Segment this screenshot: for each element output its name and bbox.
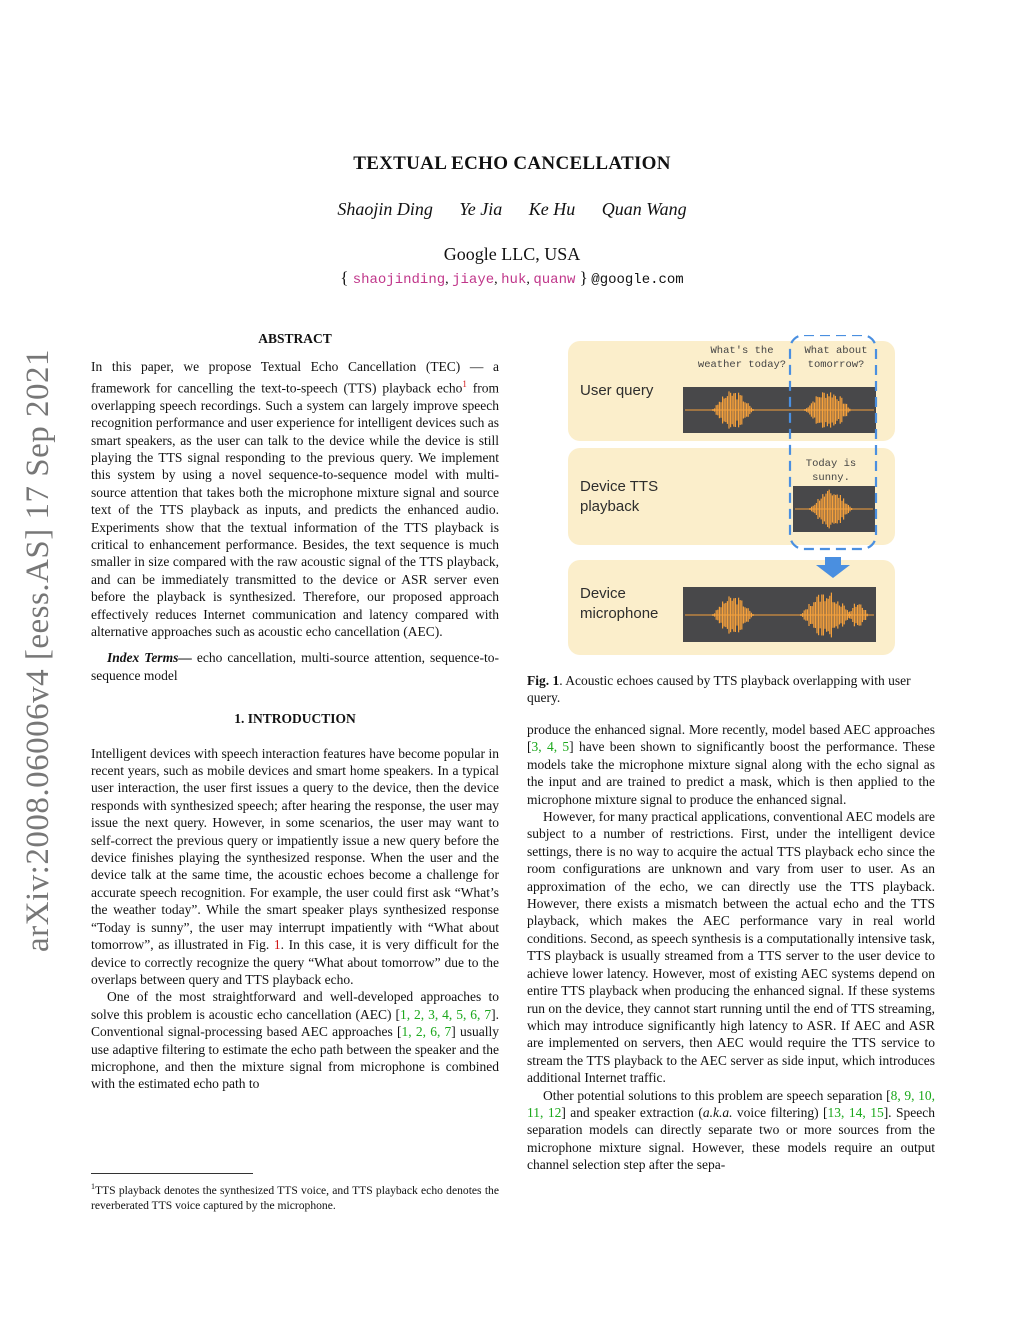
intro-paragraph: Intelligent devices with speech interaction features have become popular in recent years, such as mobile devices and smart home speakers. In a typical user interaction, the user first issues a query to the device, then the device responds with synthesized speech; after hearing the response, the user may issue the next query. However, in some scenarios, the user may want to self-correct the previous query or impatiently issue a new query before the device finishes playing the synthesized response. When the user and the device talk at the same time, the acoustic echoes become a challenge for accurate speech recognition. For example, the user could first ask “What’s the weather today”. While the smart speaker plays synthesized response “Today is sunny”, the user may interrupt impatiently with “What about tomorrow”, as illustrated in Fig. 1. In this case, it is very difficult for the device to correctly recognize the query “What about tomorrow” due to the overlaps between query and TTS playback echo.: [91, 745, 499, 987]
figure-1: [568, 335, 898, 655]
footnote-mark[interactable]: 1: [462, 378, 467, 389]
figure-caption: Fig. 1. Acoustic echoes caused by TTS playback overlapping with user query.: [527, 673, 911, 706]
author-name: Shaojin Ding: [337, 199, 433, 219]
intro-heading: 1. INTRODUCTION: [234, 711, 356, 727]
email-link[interactable]: jiaye: [452, 272, 495, 288]
abstract-text: In this paper, we propose Textual Echo Cancellation (TEC) — a framework for cancelling the text-to-speech (TTS) playback echo$^1$ from overlapping speech recordings. Such a system can largely improve speech recognition performance and user experience for intelligent devices such as smart speakers, as the user can talk to the device while the device is still playing the TTS signal responding to the previous query. We implement this system by using a novel sequence-to-sequence model with multi-source attention that takes both the microphone mixture signal and source text of the TTS playback as inputs, and predicts the enhanced audio. Experiments show that the textual information of the TTS playback is critical to enhancement performance. Besides, the text sequence is much smaller in size compared with the raw acoustic signal of the TTS playback, and can be immediately transmitted to the device or ASR server even before the playback is synthesized. Therefore, our proposed approach effectively reduces Internet communication and latency compared with alternative approaches such as acoustic echo cancellation (AEC).: [91, 359, 499, 639]
author-name: Ke Hu: [528, 199, 576, 219]
email-link[interactable]: huk: [501, 272, 527, 288]
email-link[interactable]: shaojinding: [352, 272, 446, 288]
waveform-strokes: [685, 391, 874, 637]
citation[interactable]: 1, 2, 3, 4, 5, 6, 7: [399, 1006, 492, 1022]
body-paragraph: Other potential solutions to this problem are speech separation [8, 9, 10, 11, 12] and speaker extraction (a.k.a. voice filtering) [13, 14, 15]. Speech separation models can directly separate two or more sources from the microphone mixture signal. However, these models require an output channel selection step after the sepa-: [527, 1087, 935, 1173]
query-bubble-2: What about tomorrow?: [804, 345, 868, 371]
paper-title: TEXTUAL ECHO CANCELLATION: [353, 153, 671, 174]
citation[interactable]: 8, 9, 10, 11, 12: [527, 1087, 935, 1120]
citation[interactable]: 13, 14, 15: [827, 1104, 884, 1120]
down-arrow-icon: [816, 557, 850, 578]
footnote-rule: [91, 1173, 253, 1174]
footnote: $^1$TTS playback denotes the synthesized TTS voice, and TTS playback echo denotes the reverberated TTS voice captured by the microphone.: [91, 1182, 499, 1212]
author-name: Quan Wang: [601, 199, 687, 219]
device-tts-label: Device TTS playback: [580, 478, 659, 515]
tts-bubble: Today is sunny.: [805, 458, 857, 484]
right-column: [527, 721, 935, 1174]
left-column: [91, 330, 499, 1093]
author-name: Ye Jia: [459, 199, 503, 219]
email-line: { shaojinding, jiaye, huk, quanw } @google.com: [340, 268, 684, 288]
index-terms: Index Terms— echo cancellation, multi-source attention, sequence-to-sequence model: [91, 650, 499, 683]
intro-paragraph: One of the most straightforward and well-developed approaches to solve this problem is acoustic echo cancellation (AEC) [1, 2, 3, 4, 5, 6, 7]. Conventional signal-processing based AEC approaches [1, 2, 6, 7] usually use adaptive filtering to estimate the echo path between the speaker and the microphone, and then the mixture signal from microphone is combined with the estimated echo path to: [91, 989, 500, 1092]
author-list: [0, 199, 1024, 220]
email-link[interactable]: quanw: [533, 272, 576, 288]
device-mic-label: Device microphone: [580, 585, 659, 622]
arxiv-id-text: arXiv:2008.06006v4 [eess.AS] 17 Sep 2021: [19, 348, 56, 952]
query-bubble-1: What's the weather today?: [697, 345, 787, 371]
abstract-heading: ABSTRACT: [258, 331, 332, 346]
citation[interactable]: 1, 2, 6, 7: [401, 1024, 452, 1040]
arxiv-sidebar-id: [8, 340, 68, 960]
citation[interactable]: 3, 4, 5: [531, 739, 570, 755]
figure-ref[interactable]: 1: [273, 937, 281, 953]
affiliation: Google LLC, USA: [443, 244, 581, 264]
body-paragraph: produce the enhanced signal. More recently, model based AEC approaches [3, 4, 5] have been shown to significantly boost the performance. These models take the microphone mixture signal along with the echo signal as the input and are trained to predict a mask, which is then applied to the microphone mixture signal to produce the enhanced signal.: [527, 722, 935, 807]
email-domain: @google.com: [591, 272, 684, 288]
user-query-label: User query: [580, 382, 654, 399]
body-paragraph: However, for many practical applications, conventional AEC models are subject to a number of restrictions. First, under the intelligent device settings, there is no way to acquire the actual TTS playback echo since the room configurations are unknown and vary from user to user. As an approximation of the echo, we can directly use the TTS playback. However, there exists a mismatch between the actual echo and the TTS playback, which makes the AEC performance vary in real world conditions. Second, as speech synthesis is a computationally intensive task, TTS playback is usually streamed from a TTS server to the user device to achieve lower latency. However, most of existing AEC systems depend on entire TTS playback when producing the enhanced signal. If these systems run on the device, they cannot start running until the end of TTS streaming, which may introduce significantly high latency to ASR. If AEC and ASR are implemented on servers, then AEC would require the TTS service to stream the TTS playback to the AEC server as side input, which introduces additional Internet traffic.: [527, 809, 935, 1086]
figure-overlay: [568, 335, 898, 655]
